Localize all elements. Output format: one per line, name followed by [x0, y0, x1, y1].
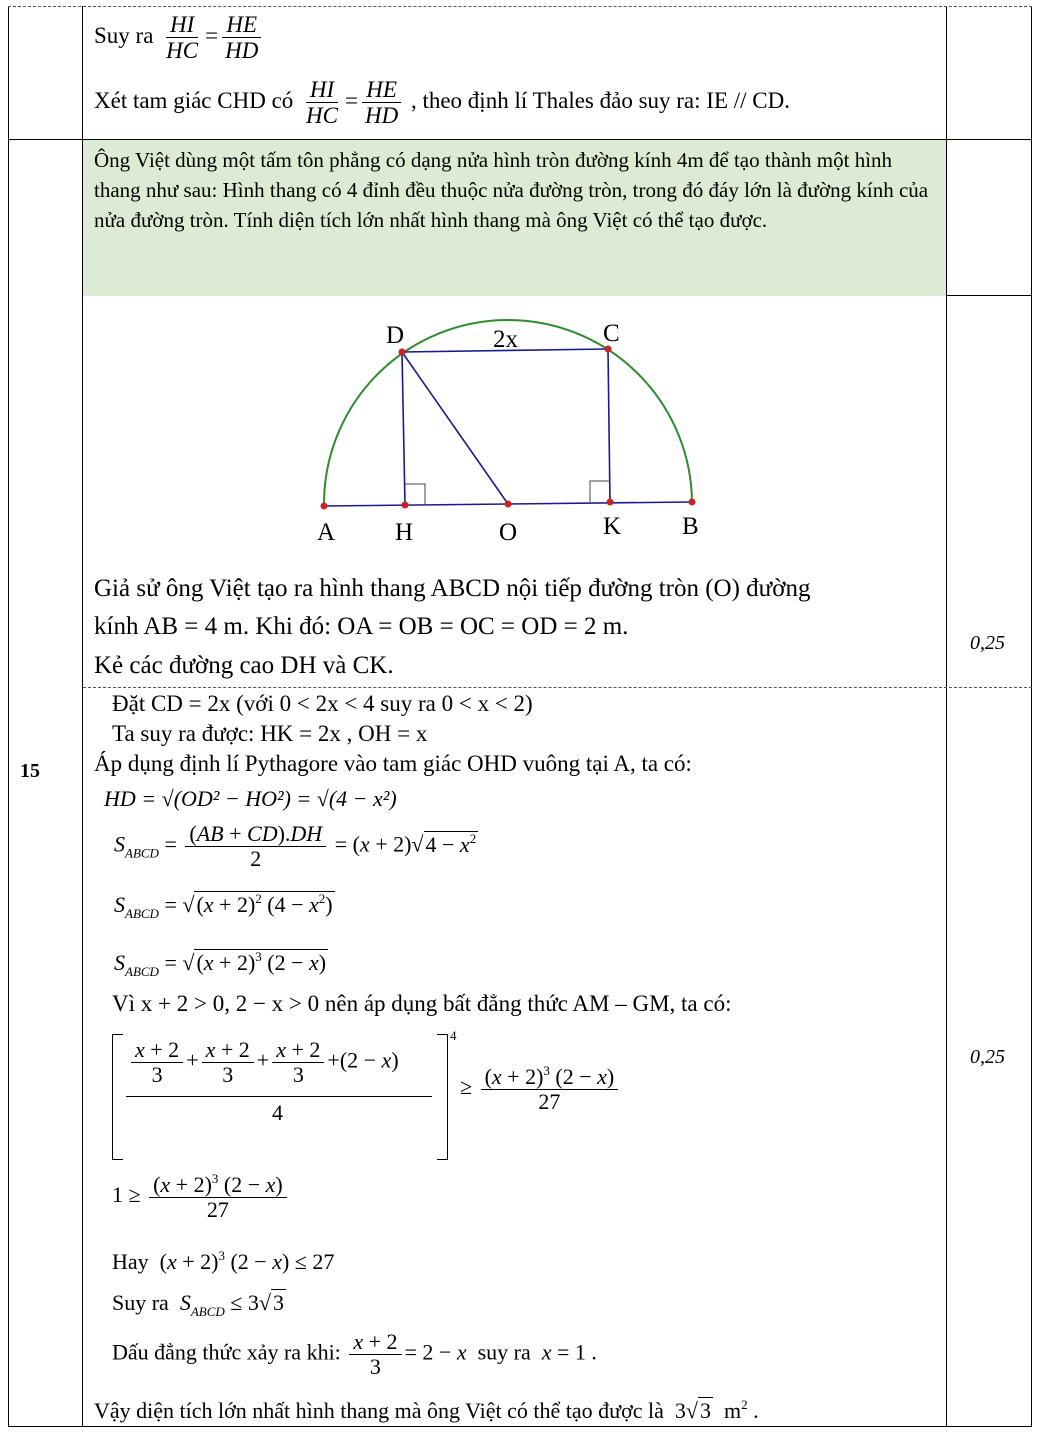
- top-suy-ra-line: Suy ra $\frac{HI}{HC}$ = $\frac{HE}{HD}$: [94, 12, 265, 64]
- amgm-expression: 4 $\frac{x + 2}{3}$ + $\frac{x + 2}{3}$ + $\frac{x + 2}{3}$ +(2 − x) 4 ≥ $\frac{(x + 2)^3 (2 - x)}{27}$: [112, 1034, 652, 1160]
- table-mid-dash: [83, 687, 1032, 688]
- vi-line: Vì x + 2 > 0, 2 − x > 0 nên áp dụng bất đẳng thức AM – GM, ta có:: [112, 991, 732, 1016]
- s-abcd-formula-2: $S_{ABCD} = √(x + 2)^2$ $(4 - x^2)$: [114, 891, 333, 921]
- point-h: [402, 502, 409, 509]
- point-b: [689, 499, 696, 506]
- segment-do: [402, 352, 508, 504]
- solution-line-2: kính AB = 4 m. Khi đó: OA = OB = OC = OD = 2 m.: [94, 613, 629, 640]
- point-d: [399, 349, 406, 356]
- label-d: D: [386, 322, 405, 349]
- table-top-dash: [8, 6, 1032, 7]
- s-abcd-formula-1: $S_{ABCD}$ = $\frac{(AB + CD).DH}{2}$ = $(x + 2)√4 - x^2$: [114, 821, 477, 872]
- label-c: C: [603, 320, 620, 347]
- one-geq-line: 1 ≥ $\frac{(x + 2)^3 (2 - x)}{27}$: [112, 1172, 290, 1222]
- s-abcd-formula-3: $S_{ABCD} = √(x + 2)^3$ (2 − x): [114, 949, 327, 979]
- trapezoid-figure: [300, 310, 720, 550]
- score-1: 0,25: [970, 632, 1005, 654]
- label-h: H: [395, 519, 414, 546]
- fraction-he-hd: $\frac{HE}{HD}$: [221, 12, 262, 64]
- score-2: 0,25: [970, 1046, 1005, 1068]
- table-border-col2: [946, 6, 947, 1427]
- point-k: [607, 499, 614, 506]
- point-o: [505, 501, 512, 508]
- segment-dh: [402, 352, 405, 505]
- label-k: K: [603, 513, 622, 540]
- suy-ra-s-line: Suy ra $S_{ABCD} \le 3√3$: [112, 1290, 284, 1319]
- question-number: 15: [20, 760, 40, 782]
- point-a: [321, 503, 328, 510]
- solution-line-1: Giả sử ông Việt tạo ra hình thang ABCD nội tiếp đường tròn (O) đường: [94, 575, 811, 602]
- label-2x: 2x: [493, 326, 518, 353]
- top-xet-line: Xét tam giác CHD có $\frac{HI}{HC}$ = $\frac{HE}{HD}$ , theo định lí Thales đảo suy ra: IE // CD.: [94, 77, 790, 129]
- solution-line-3: Kẻ các đường cao DH và CK.: [94, 652, 394, 679]
- ap-dung-line: Áp dụng định lí Pythagore vào tam giác OHD vuông tại A, ta có:: [94, 751, 692, 776]
- label-a: A: [317, 519, 336, 546]
- table-bottom: [8, 1426, 1032, 1427]
- hd-formula: HD = √(OD² − HO²) = √(4 − x²): [104, 786, 397, 811]
- right-angle-h: [405, 484, 425, 505]
- table-border-left: [8, 6, 9, 1427]
- fraction-hi-hc: $\frac{HI}{HC}$: [166, 12, 199, 64]
- label-b: B: [682, 513, 699, 540]
- problem-statement: Ông Việt dùng một tấm tôn phẳng có dạng nửa hình tròn đường kính 4m để tạo thành một hình thang như sau: Hình thang có 4 đỉnh đều thuộc nửa đường tròn, trong đó đáy lớn là đường kính của nửa đường tròn. Tính diện tích lớn nhất hình thang mà ông Việt có thể tạo được.: [94, 148, 929, 232]
- label-o: O: [499, 519, 518, 546]
- right-angle-k: [590, 481, 610, 502]
- hay-line: Hay $(x + 2)^3$ (2 − x) ≤ 27: [112, 1248, 335, 1274]
- table-border-right: [1031, 6, 1032, 1427]
- ta-suy-ra-line: Ta suy ra được: HK = 2x , OH = x: [112, 721, 428, 746]
- conclusion-line: Vậy diện tích lớn nhất hình thang mà ông Việt có thể tạo được là 3√3 $m^2$ .: [94, 1397, 759, 1423]
- segment-ck: [608, 349, 610, 502]
- dat-cd-line: Đặt CD = 2x (với 0 < 2x < 4 suy ra 0 < x < 2): [112, 691, 533, 716]
- dau-bang-line: Dấu đẳng thức xảy ra khi: $\frac{x + 2}{3}$ = 2 − x suy ra x = 1 .: [112, 1329, 597, 1380]
